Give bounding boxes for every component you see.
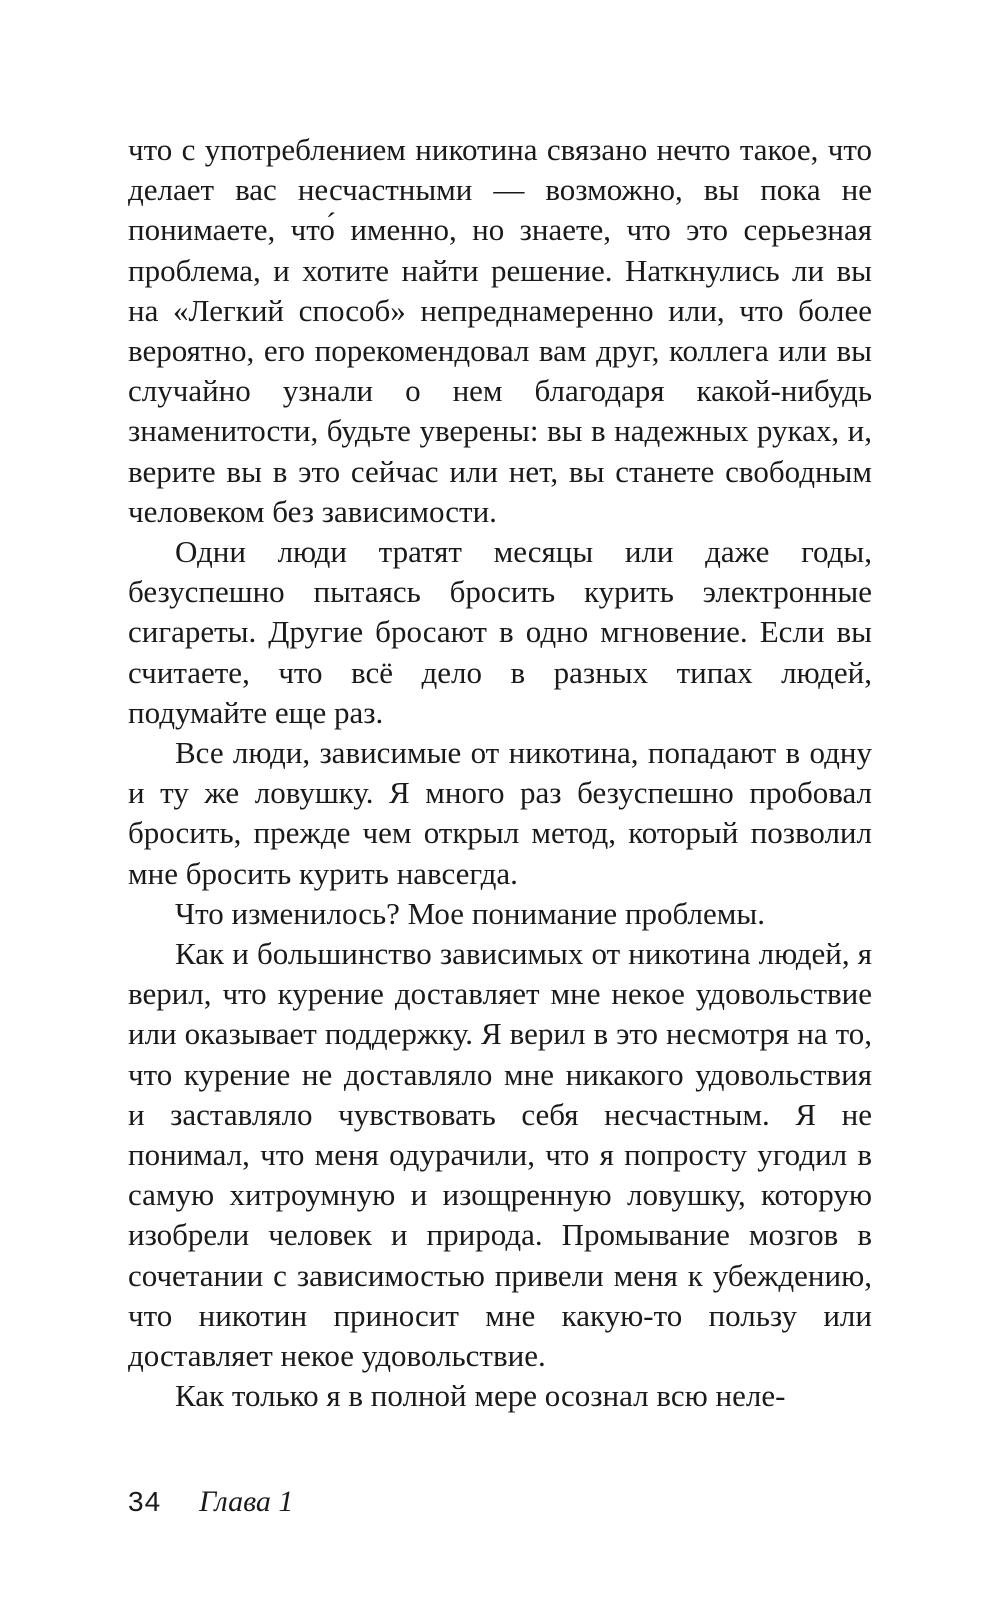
chapter-label: Глава 1	[199, 1485, 294, 1518]
page-footer	[128, 1485, 293, 1525]
paragraph-4: Что изменилось? Мое понимание проблемы.	[175, 895, 765, 931]
paragraph-1: что с употреблением никотина связано нечто такое, что делает вас несчастными — возможно, вы пока не понимаете, что́ именно, но знаете, что это серьезная проблема, и хотите найти решение. Наткнулись ли вы на «Легкий способ» непреднамеренно или, что более вероятно, его порекомендовал вам друг, коллега или вы случайно узнали о нем благодаря какой-нибудь знаменитости, будьте уверены: вы в надежных руках, и, верите вы в это сейчас или нет, вы станете свободным человеком без зависимости.	[128, 132, 872, 529]
body-text	[128, 130, 872, 1417]
paragraph-3: Все люди, зависимые от никотина, попадают в одну и ту же ловушку. Я много раз безуспешно пробовал бросить, прежде чем открыл метод, который позволил мне бросить курить навсегда.	[128, 735, 872, 891]
paragraph-6: Как только я в полной мере осознал всю неле-	[175, 1378, 786, 1414]
paragraph-2: Одни люди тратят месяцы или даже годы, безуспешно пытаясь бросить курить электронные сигареты. Другие бросают в одно мгновение. Если вы считаете, что всё дело в разных типах людей, подумайте еще раз.	[128, 534, 872, 730]
paragraph-5: Как и большинство зависимых от никотина людей, я верил, что курение доставляет мне некое удовольствие или оказывает поддержку. Я верил в это несмотря на то, что курение не доставляло мне никакого удовольствия и заставляло чувствовать себя несчастным. Я не понимал, что меня одурачили, что я попросту угодил в самую хитроумную и изощренную ловушку, которую изобрели человек и природа. Промывание мозгов в сочетании с зависимостью привели меня к убеждению, что никотин приносит мне какую-то пользу или доставляет некое удовольствие.	[128, 936, 872, 1374]
page-number: 34	[128, 1486, 162, 1517]
